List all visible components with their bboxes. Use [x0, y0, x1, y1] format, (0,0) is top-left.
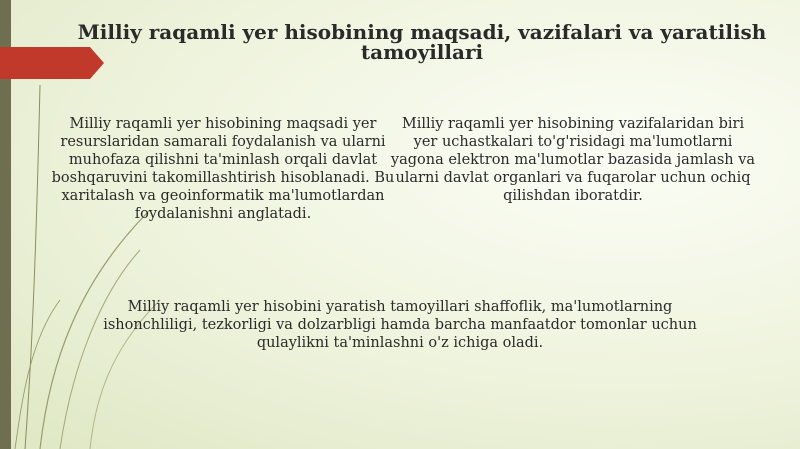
paragraph-purpose: Milliy raqamli yer hisobining maqsadi yer resurslaridan samarali foydalanish va ularni muhofaza qilishni ta'minlash orqali davlat boshqaruvini takomillashtirish hisoblanadi. Bu xaritalash va geoinformatik ma'lumotlardan foydalanishni anglatadi. [51, 116, 395, 222]
leaf-stroke [25, 85, 40, 449]
leaf-stroke [15, 300, 60, 449]
slide-title: Milliy raqamli yer hisobining maqsadi, vazifalari va yaratilish tamoyillari [77, 20, 767, 64]
paragraph-tasks: Milliy raqamli yer hisobining vazifalaridan biri yer uchastkalari to'g'risidagi ma'lumotlarni yagona elektron ma'lumotlar bazasida jamlash va ularni davlat organlari va fuqarolar uchun ochiq qilishdan iboratdir. [390, 116, 756, 204]
paragraph-principles: Milliy raqamli yer hisobini yaratish tamoyillari shaffoflik, ma'lumotlarning ishonchliligi, tezkorligi va dolzarbligi hamda barcha manfaatdor tomonlar uchun qulaylikni ta'minlashni o'z ichiga oladi. [103, 299, 697, 351]
